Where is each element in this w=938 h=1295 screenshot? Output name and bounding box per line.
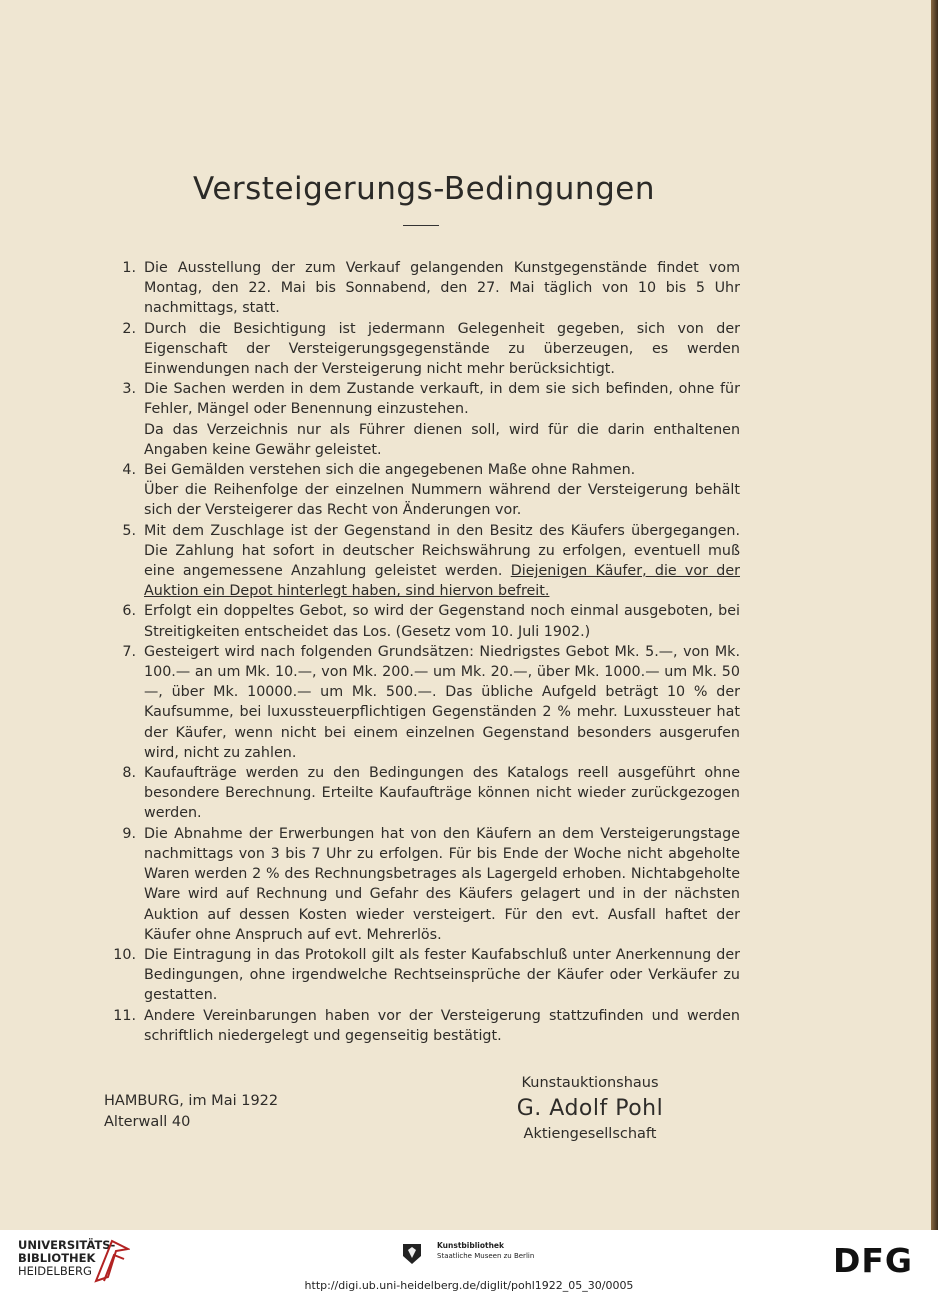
signature-block xyxy=(480,1072,700,1144)
clause-2 xyxy=(110,319,740,380)
clause-number: 11. xyxy=(113,1007,136,1024)
clause-number: 10. xyxy=(113,946,136,963)
document-title: Versteigerungs-Bedingungen xyxy=(193,171,655,207)
clause-text: Gesteigert wird nach folgenden Grundsätzen: Niedrigstes Gebot Mk. 5.—, von Mk. 100.— an um Mk. 10.—, von Mk. 200.— um Mk. 20.—, über Mk. 1000.— um Mk. 50—, über Mk. 10000.— um Mk. 500.—. Das übliche Aufgeld beträgt 10 % der Kaufsumme, bei luxussteuerpflichtigen Gegenständen 2 % mehr. Luxussteuer hat der Käufer, wenn nicht bei einem einzelnen Gegenstand besonders ausgerufen wird, nicht zu zahlen. xyxy=(144,643,740,761)
clause-text: Die Eintragung in das Protokoll gilt als fester Kaufabschluß unter Anerkennung der Bedingungen, ohne irgendwelche Rechtseinsprüche der Käufer oder Verkäufer zu gestatten. xyxy=(144,946,740,1004)
house-label: Kunstauktionshaus xyxy=(521,1075,659,1091)
street-address: Alterwall 40 xyxy=(104,1114,191,1130)
clause-4 xyxy=(110,460,740,521)
clause-text: Andere Vereinbarungen haben vor der Versteigerung stattzufinden und werden schriftlich niedergelegt und gegenseitig bestätigt. xyxy=(144,1007,740,1044)
clause-7 xyxy=(110,642,740,763)
conditions-list xyxy=(110,258,740,1046)
page-edge-shadow xyxy=(931,0,938,1230)
university-emblem-icon xyxy=(94,1237,130,1283)
uni-logo-line3: HEIDELBERG xyxy=(18,1264,92,1278)
clause-10 xyxy=(110,945,740,1006)
clause-underlined-text: Diejenigen Käufer, die vor der Auktion ein Depot hinterlegt haben, sind hiervon befreit. xyxy=(144,563,740,600)
uni-logo-line2: BIBLIOTHEK xyxy=(18,1251,96,1265)
clause-number: 8. xyxy=(122,765,136,782)
place-date: HAMBURG, im Mai 1922 xyxy=(104,1093,279,1109)
kunstbibliothek-logo[interactable] xyxy=(437,1241,534,1261)
permalink-url[interactable]: http://digi.ub.uni-heidelberg.de/diglit/pohl1922_05_30/0005 xyxy=(304,1279,634,1292)
clause-body xyxy=(144,460,740,521)
dfg-logo[interactable]: DFG xyxy=(833,1241,914,1280)
company-type: Aktiengesellschaft xyxy=(523,1126,657,1142)
clause-number: 1. xyxy=(122,260,136,276)
clause-text: Kaufaufträge werden zu den Bedingungen des Katalogs reell ausgeführt ohne besondere Berechnung. Erteilte Kaufaufträge können nicht wieder zurückgezogen werden. xyxy=(144,765,740,822)
clause-text: Erfolgt ein doppeltes Gebot, so wird der Gegenstand noch einmal ausgeboten, bei Streitigkeiten entscheidet das Los. (Gesetz vom 10. Juli 1902.) xyxy=(144,603,740,640)
clause-number: 9. xyxy=(122,825,136,842)
kunstbibliothek-eagle-icon xyxy=(402,1242,422,1266)
uni-logo-line1: UNIVERSITÄTS- xyxy=(18,1238,116,1252)
clause-text: Bei Gemälden verstehen sich die angegebenen Maße ohne Rahmen. xyxy=(144,462,636,479)
clause-6 xyxy=(110,601,740,641)
clause-text-continued: Da das Verzeichnis nur als Führer dienen soll, wird für die darin enthaltenen Angaben keine Gewähr geleistet. xyxy=(144,421,740,458)
clause-5 xyxy=(110,521,740,602)
clause-number: 6. xyxy=(122,603,136,620)
clause-8 xyxy=(110,763,740,824)
clause-text: Durch die Besichtigung ist jedermann Gelegenheit gegeben, sich von der Eigenschaft der Versteigerungsgegenstände zu überzeugen, es werden Einwendungen nach der Versteigerung nicht mehr berücksichtigt. xyxy=(144,320,740,378)
title-divider xyxy=(403,225,439,226)
clause-body xyxy=(144,521,740,602)
clause-text: Die Ausstellung der zum Verkauf gelangenden Kunstgegenstände findet vom Montag, den 22. Mai bis Sonnabend, den 27. Mai täglich von 10 bis 5 Uhr nachmittags, statt. xyxy=(144,260,740,317)
clause-11 xyxy=(110,1006,740,1046)
clause-number: 4. xyxy=(122,462,136,479)
clause-9 xyxy=(110,824,740,945)
company-name: G. Adolf Pohl xyxy=(516,1096,664,1121)
clause-number: 3. xyxy=(122,381,136,398)
kb-line2: Staatliche Museen zu Berlin xyxy=(437,1252,535,1260)
place-and-address xyxy=(104,1091,278,1133)
clause-text: Die Abnahme der Erwerbungen hat von den Käufern an dem Versteigerungstage nachmittags von 3 bis 7 Uhr zu erfolgen. Für bis Ende der Woche nicht abgeholte Waren werden 2 % des Rechnungsbetrages als Lagergeld erhoben. Nichtabgeholte Ware wird auf Rechnung und Gefahr des Käufers gelagert und in der nächsten Auktion auf dessen Kosten wieder versteigert. Für den evt. Ausfall haftet der Käufer ohne Anspruch auf evt. Mehrerlös. xyxy=(144,825,740,943)
clause-text-continued: Über die Reihenfolge der einzelnen Nummern während der Versteigerung behält sich der Versteigerer das Recht von Änderungen vor. xyxy=(144,482,740,519)
kb-line1: Kunstbibliothek xyxy=(437,1241,505,1250)
clause-number: 5. xyxy=(122,522,136,539)
clause-3 xyxy=(110,379,740,460)
clause-text: Die Sachen werden in dem Zustande verkauft, in dem sie sich befinden, ohne für Fehler, Mängel oder Benennung einzustehen. xyxy=(144,381,740,418)
clause-number: 2. xyxy=(122,320,136,337)
clause-number: 7. xyxy=(122,643,136,660)
clause-body xyxy=(144,379,740,460)
clause-1 xyxy=(110,258,740,319)
clause-text: Mit dem Zuschlage ist der Gegenstand in den Besitz des Käufers übergegangen. Die Zahlung hat sofort in deutscher Reichswährung zu erfolgen, eventuell muß eine angemessene Anzahlung geleistet werden. xyxy=(144,522,740,580)
